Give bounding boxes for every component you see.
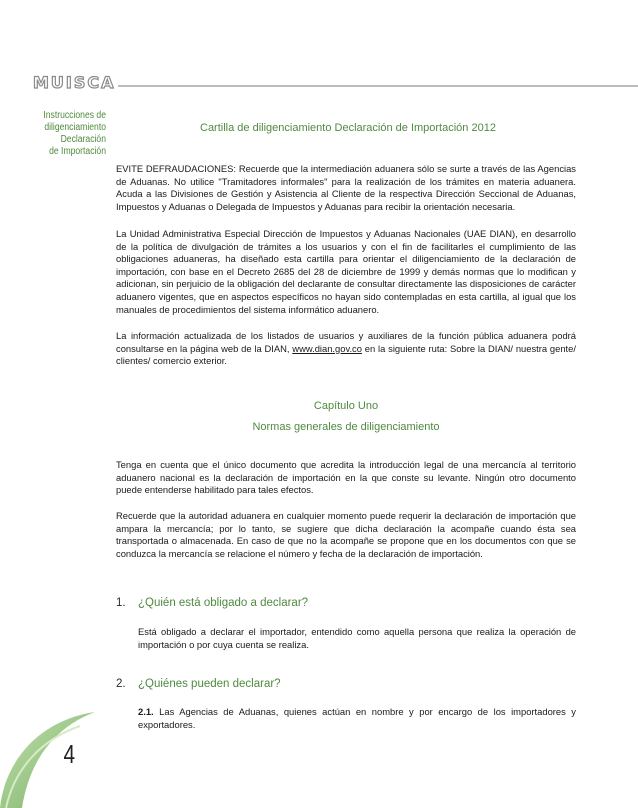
chapter-title: Capítulo Uno (313, 400, 379, 412)
question-answer (138, 706, 576, 731)
body-paragraph: Recuerde que la autoridad aduanera en cualquier momento puede requerir la declaración de importación que ampara la mercancía; por lo tanto, se sugiere que dicha declaración la acompañe cuando ésta sea transportada o almacenada. En caso de que no la acompañe se propone que en los documentos con que se conduzca la mercancía se relacione el número y fecha de la declaración de importación. (116, 510, 576, 559)
question-number: 2. (116, 678, 126, 690)
muisca-logo (32, 71, 116, 93)
info-text: La información actualizada de los listados de usuarios y auxiliares de la función pública aduanera podrá consultarse en la página web de la DIAN, (116, 330, 576, 354)
question-title: ¿Quién está obligado a declarar? (138, 597, 309, 609)
sidebar-line: Declaración (60, 134, 106, 145)
svg-text:MUISCA: MUISCA (33, 73, 116, 92)
warning-paragraph: EVITE DEFRAUDACIONES: Recuerde que la intermediación aduanera sólo se surte a través de las Agencias de Aduanas. No utilice "Tramitadores informales" para la realización de los trámites en materia aduanera. Acuda a las Divisiones de Gestión y Asistencia al Cliente de la respectiva Dirección Seccional de Aduanas, Impuestos y Aduanas o Delegada de Impuestos y Aduanas para recibir la orientación necesaria. (116, 163, 576, 212)
sidebar-section-label (39, 110, 106, 158)
sidebar-line: diligenciamiento (44, 122, 106, 133)
info-paragraph (116, 330, 576, 368)
sidebar-line: Instrucciones de (43, 110, 106, 121)
question-title: ¿Quiénes pueden declarar? (138, 678, 281, 690)
question-number: 1. (116, 597, 126, 609)
header-rule (118, 85, 638, 87)
question-answer: Está obligado a declarar el importador, entendido como aquella persona que realiza la operación de importación o por cuya cuenta se realiza. (138, 626, 576, 650)
dian-website-link[interactable]: www.dian.gov.co (292, 342, 362, 354)
question-heading (116, 678, 281, 690)
body-paragraph: Tenga en cuenta que el único documento que acredita la introducción legal de una mercancía al territorio aduanero nacional es la declaración de importación en la que conste su levante. Ningún otro documento puede entenderse habilitado para tales efectos. (116, 459, 576, 496)
sidebar-line: de Importación (49, 146, 106, 157)
intro-paragraph: La Unidad Administrativa Especial Dirección de Impuestos y Aduanas Nacionales (UAE DIAN), en desarrollo de la política de divulgación de trámites a los usuarios y con el fin de facilitarles el cumplimiento de las obligaciones aduaneras, ha diseñado esta cartilla para orientar el diligenciamiento de la declaración de importación, con base en el Decreto 2685 del 28 de diciembre de 1999 y demás normas que lo modifican y adicionan, sin perjuicio de la obligación del declarante de consultar directamente las disposiciones de carácter aduanero vigentes, que en aspectos específicos no hayan sido contempladas en esta cartilla, al igual que los manuales de procedimientos del sistema informático aduanero. (116, 228, 576, 315)
sub-item-number: 2.1. (138, 706, 154, 717)
question-heading (116, 597, 308, 609)
chapter-subtitle: Normas generales de diligenciamiento (252, 421, 440, 433)
document-title: Cartilla de diligenciamiento Declaración de Importación 2012 (200, 122, 496, 134)
page-corner-swoosh (0, 700, 120, 808)
sub-item-text: Las Agencias de Aduanas, quienes actúan en nombre y por encargo de los importadores y exportadores. (138, 706, 576, 730)
info-text: en la siguiente ruta: Sobre la DIAN/ nuestra gente/ clientes/ comercio exterior. (116, 342, 576, 367)
page-number: 4 (63, 739, 76, 769)
